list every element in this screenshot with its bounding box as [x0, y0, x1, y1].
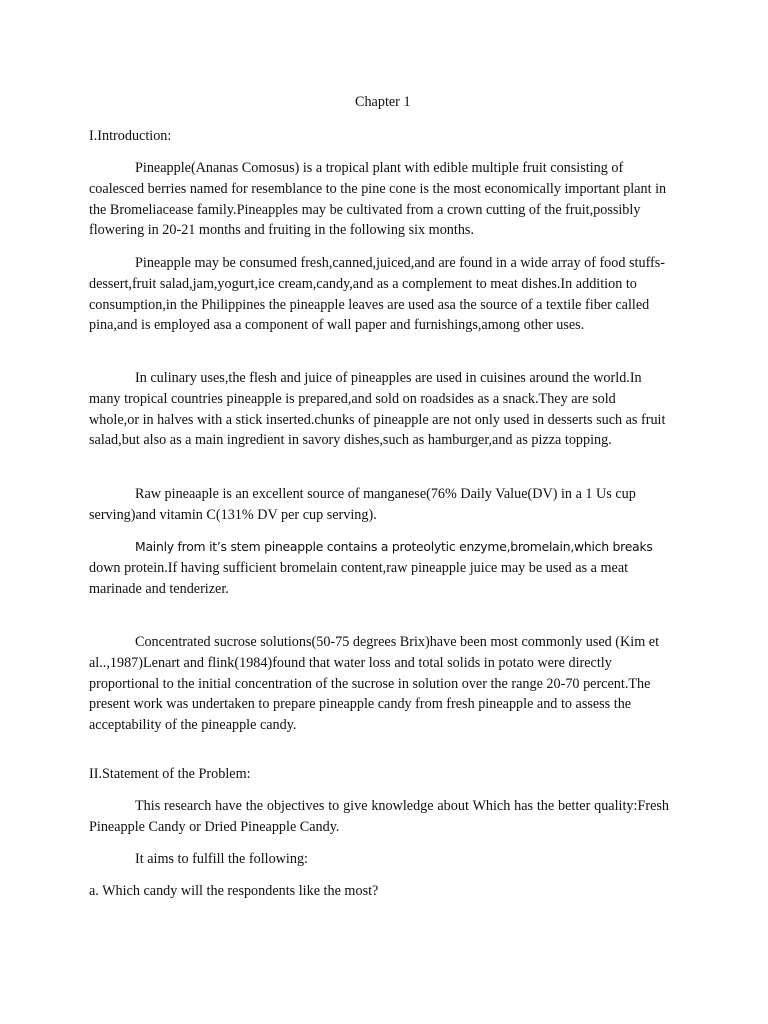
bromelain-first-line: Mainly from it’s stem pineapple contains a proteolytic enzyme,bromelain,which breaks [135, 539, 653, 554]
chapter-title: Chapter 1 [355, 94, 411, 110]
intro-paragraph-pineapple-plant: Pineapple(Ananas Comosus) is a tropical plant with edible multiple fruit consisting of coalesced berries named for resemblance to the pine cone is the most economically important plant in the Bromeliacease family.Pineapples may be cultivated from a crown cutting of the fruit,possibly flowering in 20-21 months and fruiting in the following six months. [89, 160, 667, 239]
statement-paragraph: This research have the objectives to give knowledge about Which has the better quality:Fresh Pineapple Candy or Dried Pineapple Candy. [89, 798, 669, 835]
intro-paragraph-bromelain [89, 537, 669, 599]
intro-paragraph-culinary: In culinary uses,the flesh and juice of pineapples are used in cuisines around the world.In many tropical countries pineapple is prepared,and sold on roadsides as a snack.They are sold whole,or in halves with a stick inserted.chunks of pineapple are not only used in desserts such as fruit salad,but also as a main ingredient in savory dishes,such as hamburger,and as pizza topping. [89, 370, 666, 449]
intro-paragraph-nutrition: Raw pineaaple is an excellent source of manganese(76% Daily Value(DV) in a 1 Us cup serving)and vitamin C(131% DV per cup serving). [89, 486, 636, 523]
list-item-a: a. Which candy will the respondents like the most? [89, 883, 379, 899]
statement-of-problem-heading: II.Statement of the Problem: [89, 766, 251, 782]
intro-paragraph-sucrose: Concentrated sucrose solutions(50-75 degrees Brix)have been most commonly used (Kim et al..,1987)Lenart and flink(1984)found that water loss and total solids in potato were directly proportional to the initial concentration of the sucrose in solution over the range 20-70 percent.The present work was undertaken to prepare pineapple candy from fresh pineapple and to assess the acceptability of the pineapple candy. [89, 634, 660, 734]
introduction-heading: I.Introduction: [89, 128, 172, 144]
bromelain-rest: down protein.If having sufficient bromelain content,raw pineapple juice may be used as a meat marinade and tenderizer. [89, 559, 629, 597]
aims-line: It aims to fulfill the following: [135, 851, 308, 867]
intro-paragraph-consumption: Pineapple may be consumed fresh,canned,juiced,and are found in a wide array of food stuffs-dessert,fruit salad,jam,yogurt,ice cream,candy,and as a complement to meat dishes.In addition to consumption,in the Philippines the pineapple leaves are used asa the source of a textile fiber called pina,and is employed asa a component of wall paper and furnishings,among other uses. [89, 255, 666, 334]
